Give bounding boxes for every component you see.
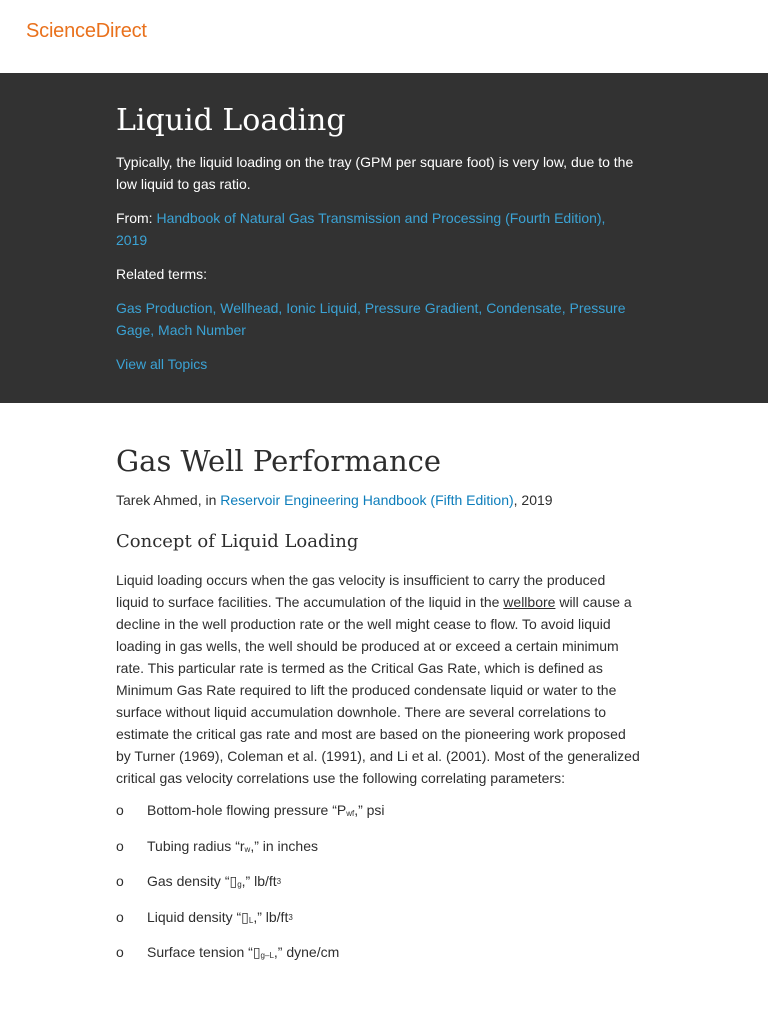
related-term-link[interactable]: Condensate <box>486 300 562 316</box>
article-paragraph <box>116 569 640 789</box>
separator: , <box>561 300 570 316</box>
parameter-list <box>116 799 640 967</box>
topic-banner <box>0 73 768 403</box>
bullet-icon: o <box>116 802 124 818</box>
view-all-wrapper <box>116 353 640 375</box>
author: Tarek Ahmed, in <box>116 492 217 508</box>
related-term-link[interactable]: Mach Number <box>158 322 246 338</box>
separator: , <box>478 300 487 316</box>
topic-title: Liquid Loading <box>116 103 346 138</box>
list-item-text: Bottom-hole flowing pressure “$P_{wf}$,” psi <box>147 802 385 818</box>
view-all-topics-link[interactable]: View all Topics <box>116 356 208 372</box>
related-term-link[interactable]: Pressure Gage <box>116 300 626 338</box>
list-item-text: Surface tension “$▯_{g-L}$,” dyne/cm <box>147 944 340 960</box>
bullet-icon: o <box>116 837 124 854</box>
list-item <box>116 835 640 861</box>
paragraph-text-after: will cause a decline in the well production rate or the well might cease to flow. To avoid liquid loading in gas wells, the well should be produced at or exceed a certain minimum rate. This particular rate is termed as the Critical Gas Rate, which is defined as Minimum Gas Rate required to lift the produced condensate liquid or water to the surface without liquid accumulation downhole. There are several correlations to estimate the critical gas rate and most are based on the pioneering work proposed by Turner (1969), Coleman et al. (1991), and Li et al. (2001). Most of the generalized critical gas velocity correlations use the following correlating parameters: <box>116 594 640 786</box>
topic-source <box>116 207 640 251</box>
list-item <box>116 906 640 932</box>
separator: , <box>278 300 287 316</box>
list-item <box>116 941 640 967</box>
separator: , <box>212 300 221 316</box>
bullet-icon: o <box>116 944 124 960</box>
bullet-icon: o <box>116 873 124 889</box>
list-item-text: Tubing radius “$r_w$,” in inches <box>147 837 319 854</box>
related-terms-label: Related terms: <box>116 266 208 282</box>
paragraph-text-before: Liquid loading occurs when the gas velocity is insufficient to carry the produced liquid to surface facilities. The accumulation of the liquid in the <box>116 572 606 610</box>
related-term-link[interactable]: Wellhead <box>220 300 279 316</box>
byline <box>116 489 640 511</box>
book-link[interactable]: Reservoir Engineering Handbook (Fifth Edition) <box>220 492 514 508</box>
article-section <box>0 403 768 967</box>
article-title: Gas Well Performance <box>116 444 442 478</box>
from-label: From: <box>116 210 153 226</box>
list-item <box>116 870 640 896</box>
wellbore-link[interactable]: wellbore <box>503 594 556 610</box>
related-term-link[interactable]: Pressure Gradient <box>364 300 479 316</box>
list-item-text: Liquid density “$▯_L$,” $lb/ft^3$ <box>147 908 293 925</box>
list-item-text: Gas density “$▯_g$,” $lb/ft^3$ <box>147 873 282 889</box>
topic-definition: Typically, the liquid loading on the tray (GPM per square foot) is very low, due to the low liquid to gas ratio. <box>116 154 634 192</box>
separator: , <box>357 300 365 316</box>
related-term-link[interactable]: Ionic Liquid <box>286 300 358 316</box>
bullet-icon: o <box>116 908 124 925</box>
source-link[interactable]: Handbook of Natural Gas Transmission and Processing (Fourth Edition), 2019 <box>116 210 606 248</box>
related-term-link[interactable]: Gas Production <box>116 300 213 316</box>
top-bar <box>0 0 768 73</box>
sciencedirect-logo[interactable]: ScienceDirect <box>26 20 147 42</box>
related-terms-list <box>116 297 640 341</box>
separator: , <box>150 322 159 338</box>
section-heading: Concept of Liquid Loading <box>116 531 359 552</box>
year: , 2019 <box>513 492 553 508</box>
list-item <box>116 799 640 825</box>
